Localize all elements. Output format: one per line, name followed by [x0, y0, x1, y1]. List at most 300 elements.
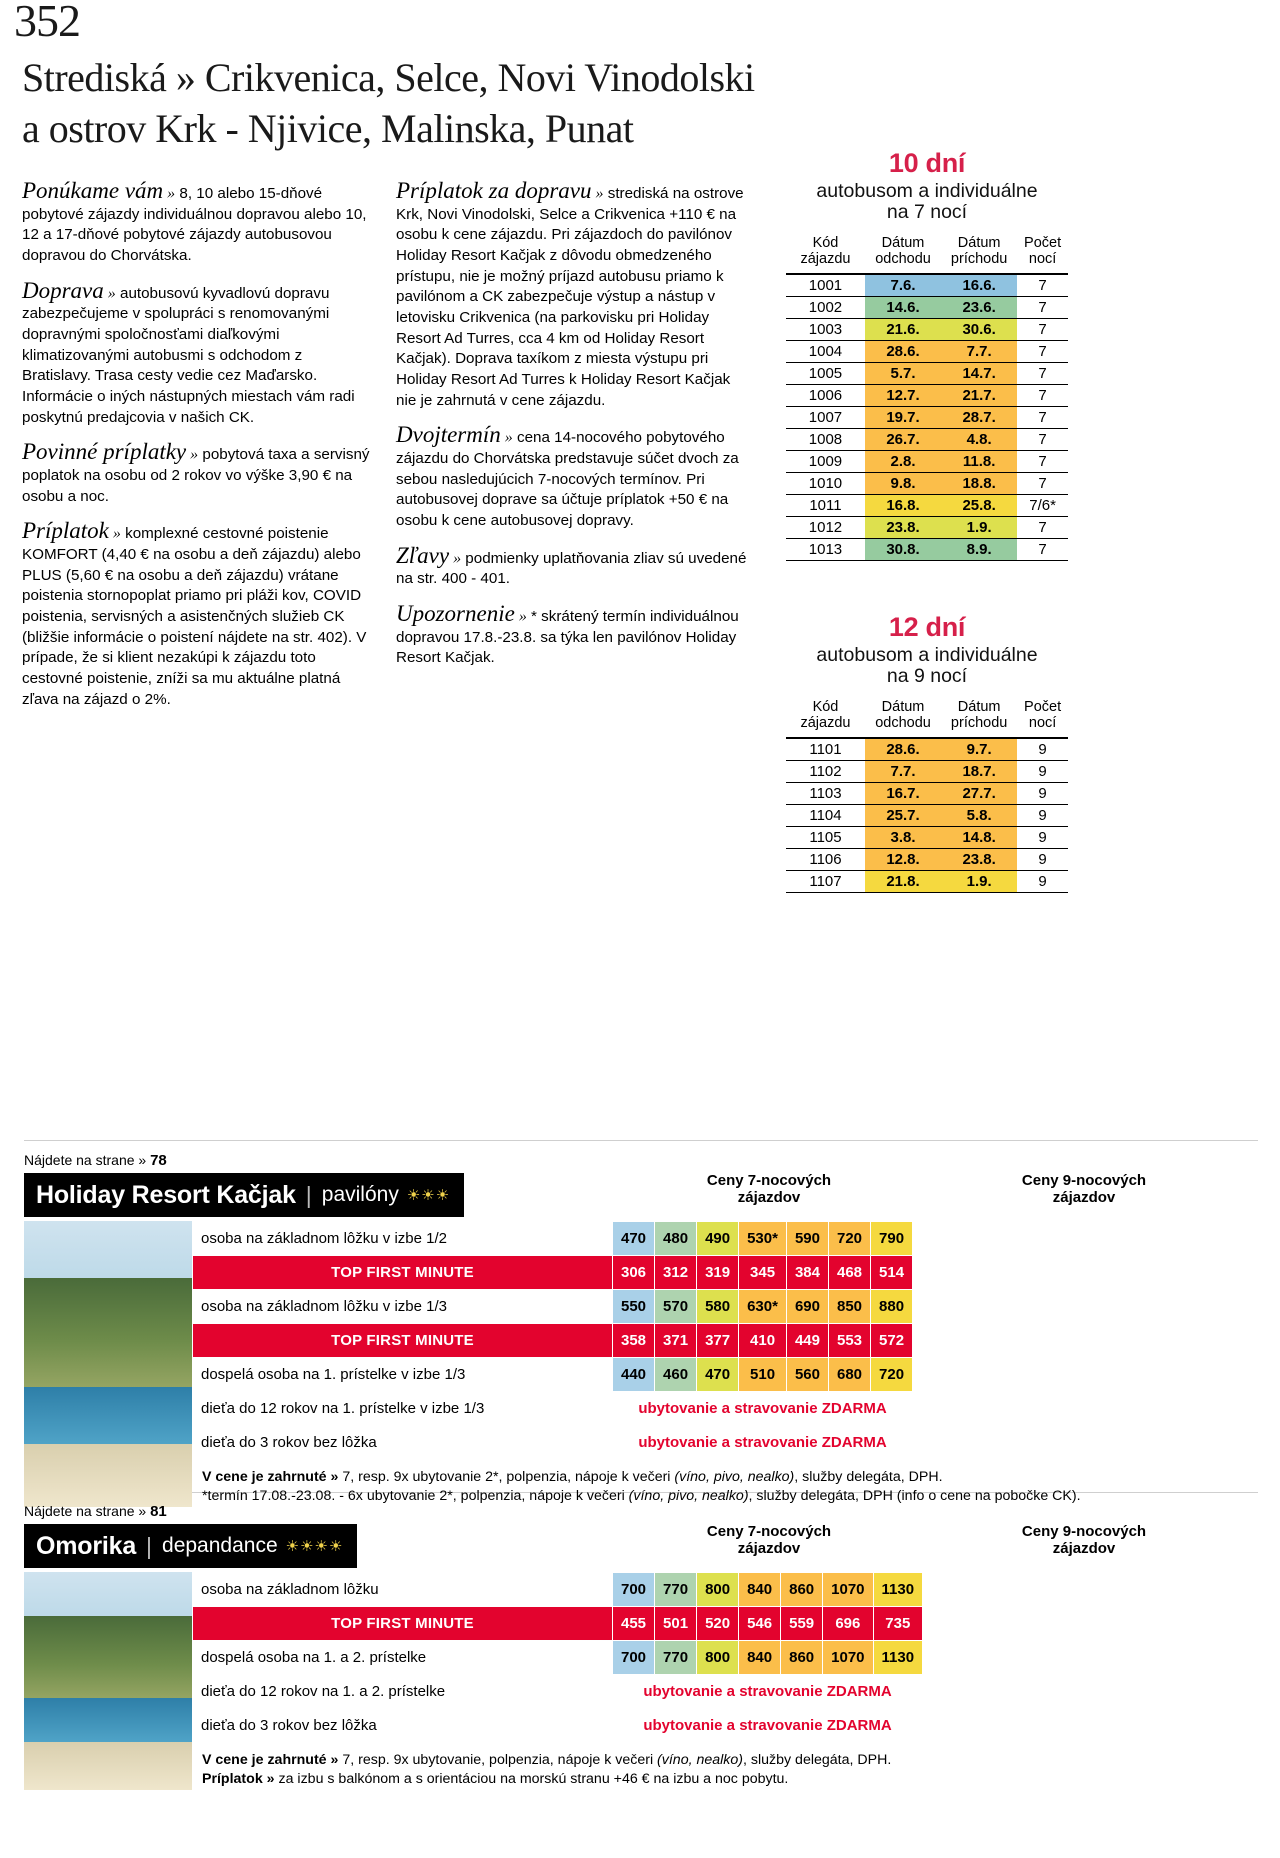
- price-cell: 800: [697, 1641, 739, 1675]
- intro-guillemet: »: [163, 185, 176, 202]
- cell-code: 1011: [786, 494, 865, 516]
- top-first-minute-label: TOP FIRST MINUTE: [193, 1256, 613, 1290]
- table-row: [786, 450, 1068, 472]
- cell-nights: 7: [1017, 450, 1068, 472]
- cell-code: 1102: [786, 760, 865, 782]
- th-arrival: Dátum príchodu: [941, 234, 1017, 273]
- table-row: [786, 760, 1068, 782]
- sun-rating-icon: ☀☀☀☀: [285, 1537, 344, 1555]
- terms-table: [786, 234, 1068, 560]
- th-code: Kód zájazdu: [786, 698, 865, 737]
- term-subtitle: [786, 645, 1068, 687]
- footnote-italic: (víno, pivo, nealko): [628, 1488, 749, 1505]
- price-row: [193, 1222, 913, 1256]
- section-divider: [24, 1140, 1258, 1141]
- th-arrival: Dátum príchodu: [941, 698, 1017, 737]
- intro-column-1: [22, 178, 374, 721]
- cell-departure: 25.7.: [865, 804, 941, 826]
- price-cell: 1070: [823, 1573, 873, 1607]
- cell-code: 1001: [786, 274, 865, 297]
- cell-departure: 16.7.: [865, 782, 941, 804]
- cell-arrival: 9.7.: [941, 738, 1017, 761]
- cell-departure: 21.8.: [865, 870, 941, 892]
- intro-guillemet: »: [108, 525, 121, 543]
- free-stay-note: ubytovanie a stravovanie ZDARMA: [613, 1709, 923, 1743]
- price-cell: 680: [829, 1358, 871, 1392]
- cell-code: 1010: [786, 472, 865, 494]
- prices-7-line2: zájazdov: [737, 1539, 801, 1557]
- hotel-type: pavilóny: [321, 1183, 399, 1206]
- table-row: [786, 870, 1068, 892]
- intro-paragraph: [396, 601, 754, 669]
- price-row-label: osoba na základnom lôžku: [193, 1573, 613, 1607]
- price-row: [193, 1641, 923, 1675]
- cell-nights: 9: [1017, 848, 1068, 870]
- hotel-price-section: [192, 1221, 1258, 1507]
- price-cell: 546: [739, 1607, 781, 1641]
- sun-rating-icon: ☀☀☀: [406, 1186, 451, 1204]
- price-cell: 480: [655, 1222, 697, 1256]
- price-cell: 860: [781, 1641, 823, 1675]
- top-first-minute-label: TOP FIRST MINUTE: [193, 1607, 613, 1641]
- price-cell: 735: [873, 1607, 923, 1641]
- intro-guillemet: »: [500, 429, 513, 447]
- free-stay-note: ubytovanie a stravovanie ZDARMA: [613, 1426, 913, 1460]
- cell-arrival: 25.8.: [941, 494, 1017, 516]
- footnote-italic: (víno, pivo, nealko): [674, 1469, 795, 1485]
- intro-lead: Príplatok: [22, 518, 109, 544]
- price-cell: 460: [655, 1358, 697, 1392]
- cell-nights: 7: [1017, 362, 1068, 384]
- footnote-guillemet: »: [326, 1752, 339, 1768]
- hotel-name-bar: [24, 1524, 357, 1568]
- prices-9-line2: zájazdov: [1052, 1188, 1116, 1206]
- price-row: [193, 1709, 923, 1743]
- intro-body: strediská na ostrove Krk, Novi Vinodolski, Selce a Crikvenica +110 € na osobu k cene zájazdu. Pri zájazdoch do pavilónov Holiday Resort Kačjak z dôvodu obmedzeného prístupu, nie je možný príjazd autobusu priamo k pavilónom a CK zabezpečuje výstup a nástup v letovisku Crikvenica (na parkovisku pri Holiday Resort Ad Turres, cca 4 km od Holiday Resort Kačjak). Doprava taxíkom z miesta výstupu pri Holiday Resort Ad Turres k Holiday Resort Kačjak nie je zahrnutá v cene zájazdu.: [396, 185, 744, 409]
- price-cell: 840: [739, 1641, 781, 1675]
- price-cell: 319: [697, 1256, 739, 1290]
- prices-7-line2: zájazdov: [737, 1188, 801, 1206]
- cell-arrival: 11.8.: [941, 450, 1017, 472]
- term-subtitle-line2: na 7 nocí: [886, 201, 968, 224]
- cell-departure: 28.6.: [865, 738, 941, 761]
- price-cell: 850: [829, 1290, 871, 1324]
- price-cell: 690: [786, 1290, 828, 1324]
- cell-code: 1105: [786, 826, 865, 848]
- hotel-body: [24, 1221, 1258, 1507]
- cell-arrival: 14.7.: [941, 362, 1017, 384]
- intro-lead: Dvojtermín: [396, 422, 501, 448]
- cell-nights: 7: [1017, 406, 1068, 428]
- table-row: [786, 538, 1068, 560]
- cell-arrival: 1.9.: [941, 516, 1017, 538]
- intro-body: 8, 10 alebo 15-dňové pobytové zájazdy individuálnou dopravou alebo 10, 12 a 17-dňové pobytové zájazdy autobusovou dopravou do Chorvátska.: [22, 185, 367, 265]
- price-cell: 377: [697, 1324, 739, 1358]
- price-cell: 470: [613, 1222, 655, 1256]
- price-cell: 1070: [823, 1641, 873, 1675]
- hotel-header: [24, 1524, 1258, 1572]
- prices-7-line1: Ceny 7-nocových: [706, 1172, 832, 1189]
- table-row: [786, 804, 1068, 826]
- footnote-guillemet: »: [326, 1469, 339, 1485]
- table-row: [786, 318, 1068, 340]
- intro-paragraph: [396, 543, 754, 590]
- cell-code: 1107: [786, 870, 865, 892]
- intro-body: * skrátený termín individuálnou dopravou 17.8.-23.8. sa týka len pavilónov Holiday Resort Kačjak.: [396, 608, 739, 667]
- table-row: [786, 428, 1068, 450]
- footnote-text: za izbu s balkónom a s orientáciou na morskú stranu +46 € na izbu a noc pobytu.: [274, 1771, 789, 1788]
- price-cell: 770: [655, 1641, 697, 1675]
- th-code: Kód zájazdu: [786, 234, 865, 273]
- intro-column-2: [396, 178, 754, 680]
- find-on-page: [24, 1152, 1258, 1169]
- cell-arrival: 8.9.: [941, 538, 1017, 560]
- cell-departure: 14.6.: [865, 296, 941, 318]
- price-cell: 550: [613, 1290, 655, 1324]
- cell-nights: 7: [1017, 428, 1068, 450]
- cell-arrival: 23.8.: [941, 848, 1017, 870]
- intro-lead: Doprava: [22, 277, 104, 303]
- table-row: [786, 472, 1068, 494]
- price-row: [193, 1358, 913, 1392]
- price-footnote: [192, 1460, 1258, 1487]
- price-cell: 580: [697, 1290, 739, 1324]
- cell-arrival: 21.7.: [941, 384, 1017, 406]
- cell-code: 1008: [786, 428, 865, 450]
- price-cell: 514: [871, 1256, 913, 1290]
- hotel-block-kacjak: [24, 1152, 1258, 1507]
- hotel-photo: [24, 1221, 192, 1507]
- table-row: [786, 384, 1068, 406]
- find-on-label: Nájdete na strane »: [24, 1152, 147, 1168]
- intro-guillemet: »: [449, 549, 462, 567]
- cell-departure: 7.6.: [865, 274, 941, 297]
- cell-nights: 7: [1017, 318, 1068, 340]
- price-cell: 720: [871, 1358, 913, 1392]
- cell-departure: 21.6.: [865, 318, 941, 340]
- footnote-lead: V cene je zahrnuté: [202, 1752, 327, 1768]
- intro-lead: Príplatok za dopravu: [396, 178, 592, 203]
- price-table: [192, 1572, 923, 1743]
- footnote-tail: , služby delegáta, DPH (info o cene na pobočke CK).: [748, 1488, 1081, 1505]
- cell-arrival: 16.6.: [941, 274, 1017, 297]
- footnote-italic: (víno, nealko): [657, 1752, 744, 1768]
- price-row-label: dieťa do 12 rokov na 1. prístelke v izbe 1/3: [193, 1392, 613, 1426]
- th-nights: Počet nocí: [1017, 234, 1068, 273]
- top-first-minute-label: TOP FIRST MINUTE: [193, 1324, 613, 1358]
- footnote-text: 7, resp. 9x ubytovanie 2*, polpenzia, nápoje k večeri: [338, 1469, 675, 1485]
- terms-table-12-days: [786, 612, 1068, 893]
- price-cell: 800: [697, 1573, 739, 1607]
- price-cell: 696: [823, 1607, 873, 1641]
- th-nights: Počet nocí: [1017, 698, 1068, 737]
- price-row-label: dospelá osoba na 1. a 2. prístelke: [193, 1641, 613, 1675]
- cell-arrival: 7.7.: [941, 340, 1017, 362]
- price-cell: 720: [829, 1222, 871, 1256]
- price-row-label: dieťa do 3 rokov bez lôžka: [193, 1426, 613, 1460]
- price-row-label: dospelá osoba na 1. prístelke v izbe 1/3: [193, 1358, 613, 1392]
- prices-7-nights-header: [624, 1524, 914, 1570]
- intro-lead: Ponúkame vám: [22, 178, 164, 203]
- page-number: 352: [14, 0, 80, 46]
- cell-departure: 16.8.: [865, 494, 941, 516]
- price-row-label: dieťa do 12 rokov na 1. a 2. prístelke: [193, 1675, 613, 1709]
- price-cell: 468: [829, 1256, 871, 1290]
- find-on-page-number: 81: [150, 1503, 167, 1520]
- price-cell: 553: [829, 1324, 871, 1358]
- price-cell: 560: [786, 1358, 828, 1392]
- cell-departure: 12.7.: [865, 384, 941, 406]
- term-days-heading: 12 dní: [888, 612, 966, 642]
- price-cell: 1130: [873, 1641, 923, 1675]
- prices-7-nights-header: [624, 1173, 914, 1219]
- price-table: [192, 1221, 913, 1460]
- price-cell: 501: [655, 1607, 697, 1641]
- intro-lead: Upozornenie: [396, 601, 515, 627]
- price-cell: 790: [871, 1222, 913, 1256]
- cell-code: 1002: [786, 296, 865, 318]
- intro-paragraph: [22, 278, 374, 429]
- intro-paragraph: [22, 439, 374, 507]
- price-cell: 700: [613, 1641, 655, 1675]
- cell-departure: 5.7.: [865, 362, 941, 384]
- prices-9-line1: Ceny 9-nocových: [1021, 1523, 1147, 1540]
- price-cell: 530*: [739, 1222, 787, 1256]
- table-row: [786, 494, 1068, 516]
- cell-nights: 7: [1017, 296, 1068, 318]
- hotel-block-omorika: [24, 1503, 1258, 1790]
- price-cell: 306: [613, 1256, 655, 1290]
- cell-departure: 23.8.: [865, 516, 941, 538]
- intro-guillemet: »: [103, 284, 116, 302]
- intro-body: komplexné cestovné poistenie KOMFORT (4,40 € na osobu a deň zájazdu) alebo PLUS (5,60 € na osobu a deň zájazdu) vrátane poistenia stornopoplat priamo pri pláži kov, COVID poistenia, servisných a asistenčných služieb CK (bližšie informácie o poistení nájdete na str. 402). V prípade, že si klient nezakúpi k zájazdu toto cestovné poistenie, zníži sa mu aktuálne platná zľava na zájazd o 2%.: [22, 525, 367, 708]
- cell-code: 1104: [786, 804, 865, 826]
- prices-9-nights-header: [954, 1524, 1214, 1570]
- cell-nights: 9: [1017, 738, 1068, 761]
- term-subtitle-line1: autobusom a individuálne: [816, 644, 1038, 666]
- price-cell: 520: [697, 1607, 739, 1641]
- table-row: [786, 340, 1068, 362]
- price-cell: 358: [613, 1324, 655, 1358]
- intro-body: cena 14-nocového pobytového zájazdu do Chorvátska predstavuje súčet dvoch za sebou nasledujúcich 7-nocových termínov. Pri autobusovej doprave sa účtuje príplatok +50 € na osobu k cene autobusovej dopravy.: [396, 429, 739, 530]
- cell-code: 1009: [786, 450, 865, 472]
- price-row: [193, 1324, 913, 1358]
- hotel-name: Omorika: [36, 1531, 137, 1560]
- cell-arrival: 5.8.: [941, 804, 1017, 826]
- cell-arrival: 27.7.: [941, 782, 1017, 804]
- price-cell: 312: [655, 1256, 697, 1290]
- cell-nights: 9: [1017, 870, 1068, 892]
- term-days-heading: 10 dní: [888, 148, 966, 178]
- cell-nights: 7/6*: [1017, 494, 1068, 516]
- cell-code: 1101: [786, 738, 865, 761]
- cell-code: 1003: [786, 318, 865, 340]
- price-row: [193, 1392, 913, 1426]
- price-cell: 572: [871, 1324, 913, 1358]
- intro-lead: Zľavy: [396, 542, 450, 568]
- price-row-label: dieťa do 3 rokov bez lôžka: [193, 1709, 613, 1743]
- table-row: [786, 516, 1068, 538]
- intro-paragraph: [22, 178, 374, 267]
- table-row: [786, 406, 1068, 428]
- cell-nights: 7: [1017, 384, 1068, 406]
- intro-guillemet: »: [591, 185, 604, 202]
- name-separator: |: [305, 1181, 312, 1208]
- table-row: [786, 362, 1068, 384]
- intro-guillemet: »: [186, 446, 199, 464]
- find-on-page-number: 78: [150, 1152, 167, 1169]
- cell-code: 1012: [786, 516, 865, 538]
- price-cell: 590: [786, 1222, 828, 1256]
- cell-nights: 7: [1017, 274, 1068, 297]
- price-row: [193, 1426, 913, 1460]
- intro-guillemet: »: [514, 608, 527, 626]
- footnote-lead: Príplatok: [202, 1771, 263, 1788]
- free-stay-note: ubytovanie a stravovanie ZDARMA: [613, 1675, 923, 1709]
- cell-code: 1005: [786, 362, 865, 384]
- cell-code: 1106: [786, 848, 865, 870]
- cell-nights: 7: [1017, 516, 1068, 538]
- free-stay-note: ubytovanie a stravovanie ZDARMA: [613, 1392, 913, 1426]
- table-row: [786, 826, 1068, 848]
- price-row: [193, 1256, 913, 1290]
- cell-arrival: 1.9.: [941, 870, 1017, 892]
- price-row: [193, 1573, 923, 1607]
- price-cell: 770: [655, 1573, 697, 1607]
- intro-lead: Povinné príplatky: [22, 439, 187, 465]
- cell-departure: 26.7.: [865, 428, 941, 450]
- cell-arrival: 23.6.: [941, 296, 1017, 318]
- hotel-header: [24, 1173, 1258, 1221]
- cell-departure: 9.8.: [865, 472, 941, 494]
- price-row-label: osoba na základnom lôžku v izbe 1/3: [193, 1290, 613, 1324]
- term-subtitle-line2: na 9 nocí: [886, 665, 968, 688]
- cell-departure: 30.8.: [865, 538, 941, 560]
- cell-arrival: 18.8.: [941, 472, 1017, 494]
- prices-7-line1: Ceny 7-nocových: [706, 1523, 832, 1540]
- price-cell: 449: [786, 1324, 828, 1358]
- price-cell: 455: [613, 1607, 655, 1641]
- intro-body: autobusovú kyvadlovú dopravu zabezpečujeme v spolupráci s renomovanými dopravnými spoločnosťami diaľkovými klimatizovanými autobusmi s odchodom z Bratislavy. Trasa cesty vedie cez Maďarsko. Informácie o iných nástupných miestach vám radi poskytnú predajcovia v našich CK.: [22, 284, 355, 426]
- th-departure: Dátum odchodu: [865, 698, 941, 737]
- cell-nights: 7: [1017, 538, 1068, 560]
- cell-departure: 28.6.: [865, 340, 941, 362]
- price-cell: 840: [739, 1573, 781, 1607]
- price-cell: 510: [739, 1358, 787, 1392]
- price-cell: 860: [781, 1573, 823, 1607]
- cell-code: 1004: [786, 340, 865, 362]
- cell-code: 1103: [786, 782, 865, 804]
- table-row: [786, 296, 1068, 318]
- price-cell: 1130: [873, 1573, 923, 1607]
- terms-table-10-days: [786, 148, 1068, 561]
- intro-body: pobytová taxa a servisný poplatok na osobu od 2 rokov vo výške 3,90 € na osobu a noc.: [22, 446, 370, 505]
- intro-paragraph: [396, 422, 754, 531]
- hotel-body: [24, 1572, 1258, 1790]
- table-row: [786, 274, 1068, 297]
- page-title-line1: Strediská » Crikvenica, Selce, Novi Vinodolski: [22, 55, 755, 100]
- price-cell: 410: [739, 1324, 787, 1358]
- cell-nights: 7: [1017, 340, 1068, 362]
- table-row: [786, 782, 1068, 804]
- th-departure: Dátum odchodu: [865, 234, 941, 273]
- cell-arrival: 18.7.: [941, 760, 1017, 782]
- intro-body: podmienky uplatňovania zliav sú uvedené na str. 400 - 401.: [396, 549, 747, 588]
- cell-code: 1007: [786, 406, 865, 428]
- hotel-name-bar: [24, 1173, 464, 1217]
- cell-departure: 19.7.: [865, 406, 941, 428]
- price-cell: 440: [613, 1358, 655, 1392]
- price-footnote: [192, 1770, 1258, 1789]
- terms-table: [786, 698, 1068, 892]
- intro-paragraph: [396, 178, 754, 411]
- hotel-name: Holiday Resort Kačjak: [36, 1180, 296, 1209]
- prices-9-line2: zájazdov: [1052, 1539, 1116, 1557]
- footnote-text: 7, resp. 9x ubytovanie, polpenzia, nápoje k večeri: [338, 1752, 658, 1768]
- page-title-line2: a ostrov Krk - Njivice, Malinska, Punat: [22, 106, 634, 152]
- price-row: [193, 1290, 913, 1324]
- price-cell: 470: [697, 1358, 739, 1392]
- cell-nights: 9: [1017, 826, 1068, 848]
- intro-paragraph: [22, 518, 374, 710]
- price-cell: 490: [697, 1222, 739, 1256]
- cell-arrival: 30.6.: [941, 318, 1017, 340]
- term-subtitle-line1: autobusom a individuálne: [816, 180, 1038, 202]
- prices-9-line1: Ceny 9-nocových: [1021, 1172, 1147, 1189]
- cell-arrival: 4.8.: [941, 428, 1017, 450]
- page-title: [22, 52, 902, 154]
- find-on-page: [24, 1503, 1258, 1520]
- price-cell: 880: [871, 1290, 913, 1324]
- price-cell: 700: [613, 1573, 655, 1607]
- price-row: [193, 1607, 923, 1641]
- price-cell: 371: [655, 1324, 697, 1358]
- cell-departure: 3.8.: [865, 826, 941, 848]
- cell-code: 1013: [786, 538, 865, 560]
- cell-nights: 9: [1017, 760, 1068, 782]
- price-row-label: osoba na základnom lôžku v izbe 1/2: [193, 1222, 613, 1256]
- cell-nights: 9: [1017, 804, 1068, 826]
- find-on-label: Nájdete na strane »: [24, 1503, 147, 1519]
- cell-departure: 7.7.: [865, 760, 941, 782]
- cell-arrival: 28.7.: [941, 406, 1017, 428]
- footnote-guillemet: »: [262, 1771, 275, 1788]
- cell-departure: 12.8.: [865, 848, 941, 870]
- cell-arrival: 14.8.: [941, 826, 1017, 848]
- prices-9-nights-header: [954, 1173, 1214, 1219]
- price-cell: 384: [786, 1256, 828, 1290]
- price-cell: 570: [655, 1290, 697, 1324]
- price-cell: 630*: [739, 1290, 787, 1324]
- price-cell: 559: [781, 1607, 823, 1641]
- price-footnote: [192, 1743, 1258, 1770]
- cell-code: 1006: [786, 384, 865, 406]
- footnote-tail: , služby delegáta, DPH.: [794, 1469, 943, 1485]
- hotel-photo: [24, 1572, 192, 1790]
- term-subtitle: [786, 181, 1068, 223]
- hotel-type: depandance: [162, 1534, 278, 1557]
- hotel-price-section: [192, 1572, 1258, 1790]
- table-row: [786, 848, 1068, 870]
- table-row: [786, 738, 1068, 761]
- name-separator: |: [146, 1532, 153, 1559]
- cell-nights: 7: [1017, 472, 1068, 494]
- cell-nights: 9: [1017, 782, 1068, 804]
- price-cell: 345: [739, 1256, 787, 1290]
- footnote-tail: , služby delegáta, DPH.: [743, 1752, 892, 1768]
- cell-departure: 2.8.: [865, 450, 941, 472]
- footnote-text: *termín 17.08.-23.08. - 6x ubytovanie 2*, polpenzia, nápoje k večeri: [202, 1488, 629, 1505]
